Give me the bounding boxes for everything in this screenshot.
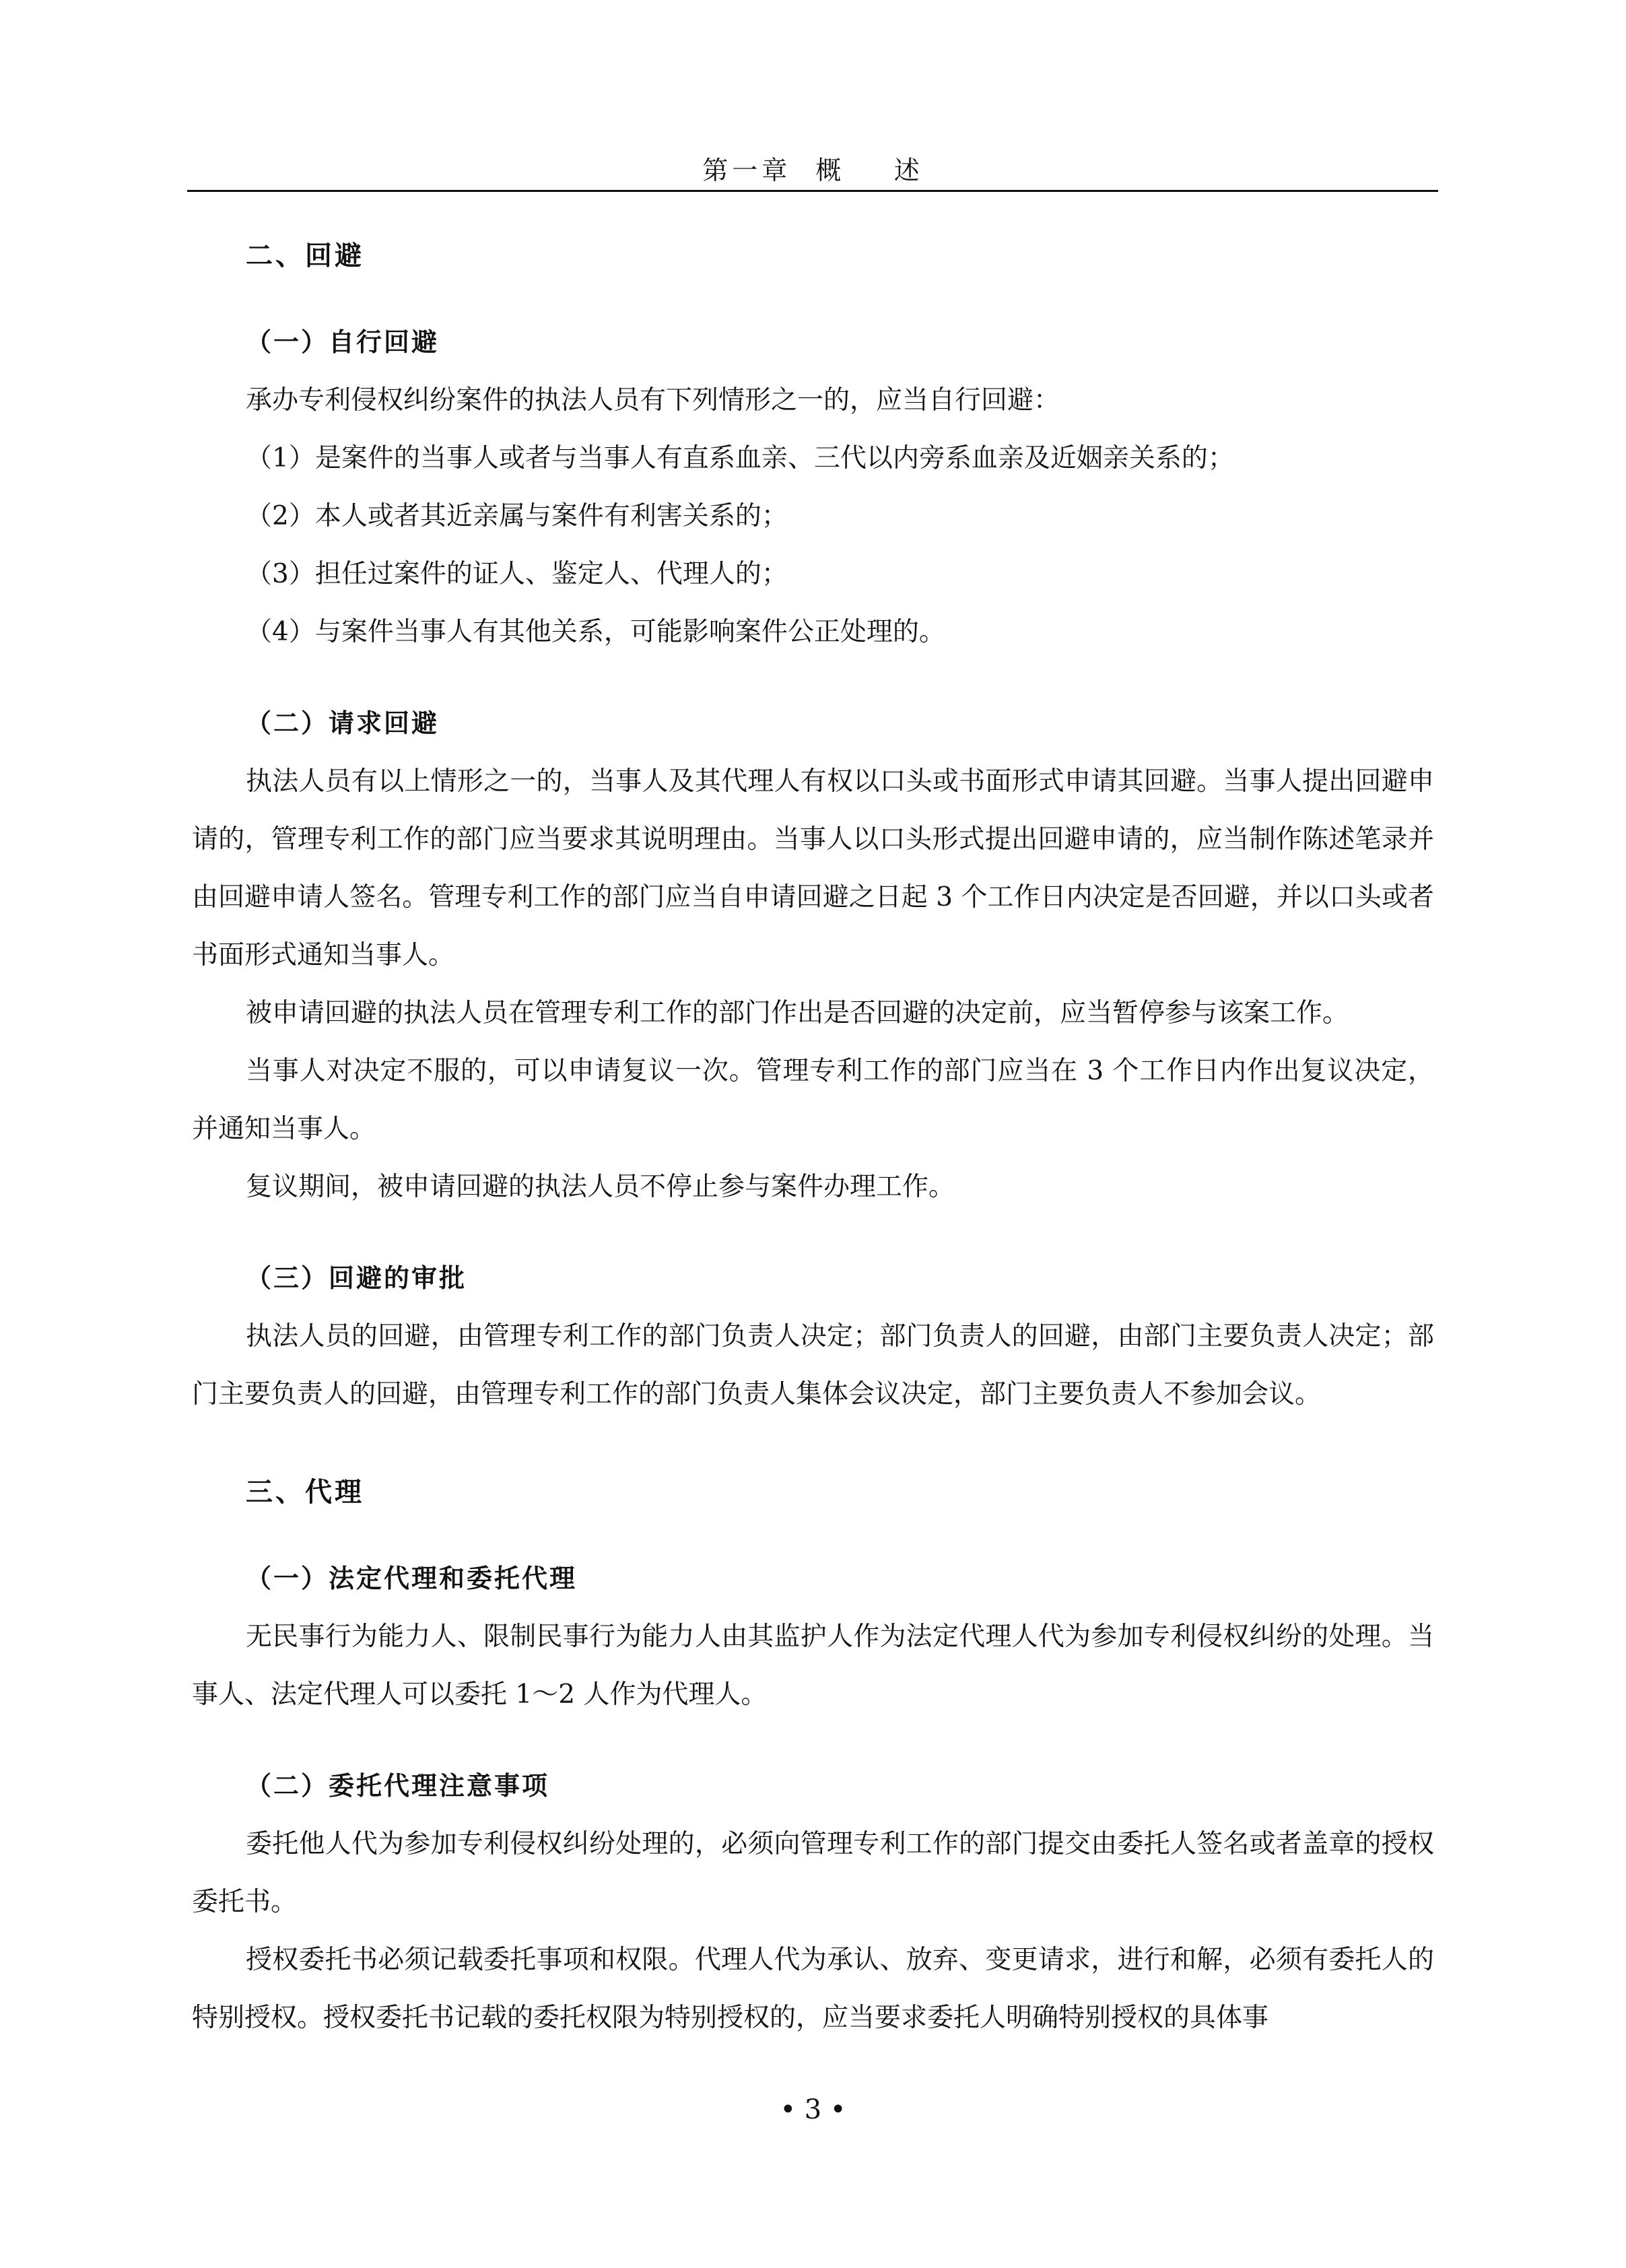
list-item: （4）与案件当事人有其他关系，可能影响案件公正处理的。 [246, 617, 945, 647]
list-item: （3）担任过案件的证人、鉴定人、代理人的； [246, 559, 788, 589]
list-item: （2）本人或者其近亲属与案件有利害关系的； [246, 501, 788, 531]
header-divider [187, 190, 1438, 192]
paragraph: 复议期间，被申请回避的执法人员不停止参与案件办理工作。 [246, 1172, 955, 1202]
page-number: • 3 • [780, 2094, 846, 2125]
paragraph: 无民事行为能力人、限制民事行为能力人由其监护人作为法定代理人代为参加专利侵权纠纷的处理。当事人、法定代理人可以委托 1～2 人作为代理人。 [192, 1622, 1434, 1710]
paragraph: 授权委托书必须记载委托事项和权限。代理人代为承认、放弃、变更请求，进行和解，必须有委托人的特别授权。授权委托书记载的委托权限为特别授权的，应当要求委托人明确特别授权的具体事 [192, 1945, 1434, 2033]
paragraph: 执法人员的回避，由管理专利工作的部门负责人决定；部门负责人的回避，由部门主要负责人决定；部门主要负责人的回避，由管理专利工作的部门负责人集体会议决定，部门主要负责人不参加会议。 [192, 1321, 1434, 1409]
list-item: （1）是案件的当事人或者与当事人有直系血亲、三代以内旁系血亲及近姻亲关系的； [246, 443, 1234, 473]
paragraph: 当事人对决定不服的，可以申请复议一次。管理专利工作的部门应当在 3 个工作日内作出复议决定，并通知当事人。 [192, 1056, 1434, 1144]
paragraph: 委托他人代为参加专利侵权纠纷处理的，必须向管理专利工作的部门提交由委托人签名或者盖章的授权委托书。 [192, 1829, 1434, 1917]
page-body [192, 236, 1434, 2047]
subsection-title-legal-and-entrusted-agency: （一）法定代理和委托代理 [246, 1564, 578, 1593]
subsection-title-self-recusal: （一）自行回避 [246, 327, 440, 357]
section-title-agency: 三、代理 [246, 1477, 364, 1508]
subsection-title-request-recusal: （二）请求回避 [246, 708, 440, 738]
paragraph: 执法人员有以上情形之一的，当事人及其代理人有权以口头或书面形式申请其回避。当事人提出回避申请的，管理专利工作的部门应当要求其说明理由。当事人以口头形式提出回避申请的，应当制作陈述笔录并由回避申请人签名。管理专利工作的部门应当自申请回避之日起 3 个工作日内决定是否回避，并以口头或者书面形式通知当事人。 [192, 766, 1434, 970]
running-header-title: 第一章 概 述 [702, 156, 924, 185]
subsection-title-entrusted-agency-notes: （二）委托代理注意事项 [246, 1771, 550, 1801]
paragraph: 承办专利侵权纠纷案件的执法人员有下列情形之一的，应当自行回避： [246, 385, 1060, 415]
subsection-title-recusal-approval: （三）回避的审批 [246, 1263, 467, 1293]
section-title-recusal: 二、回避 [246, 240, 364, 271]
paragraph: 被申请回避的执法人员在管理专利工作的部门作出是否回避的决定前，应当暂停参与该案工作。 [246, 998, 1349, 1028]
